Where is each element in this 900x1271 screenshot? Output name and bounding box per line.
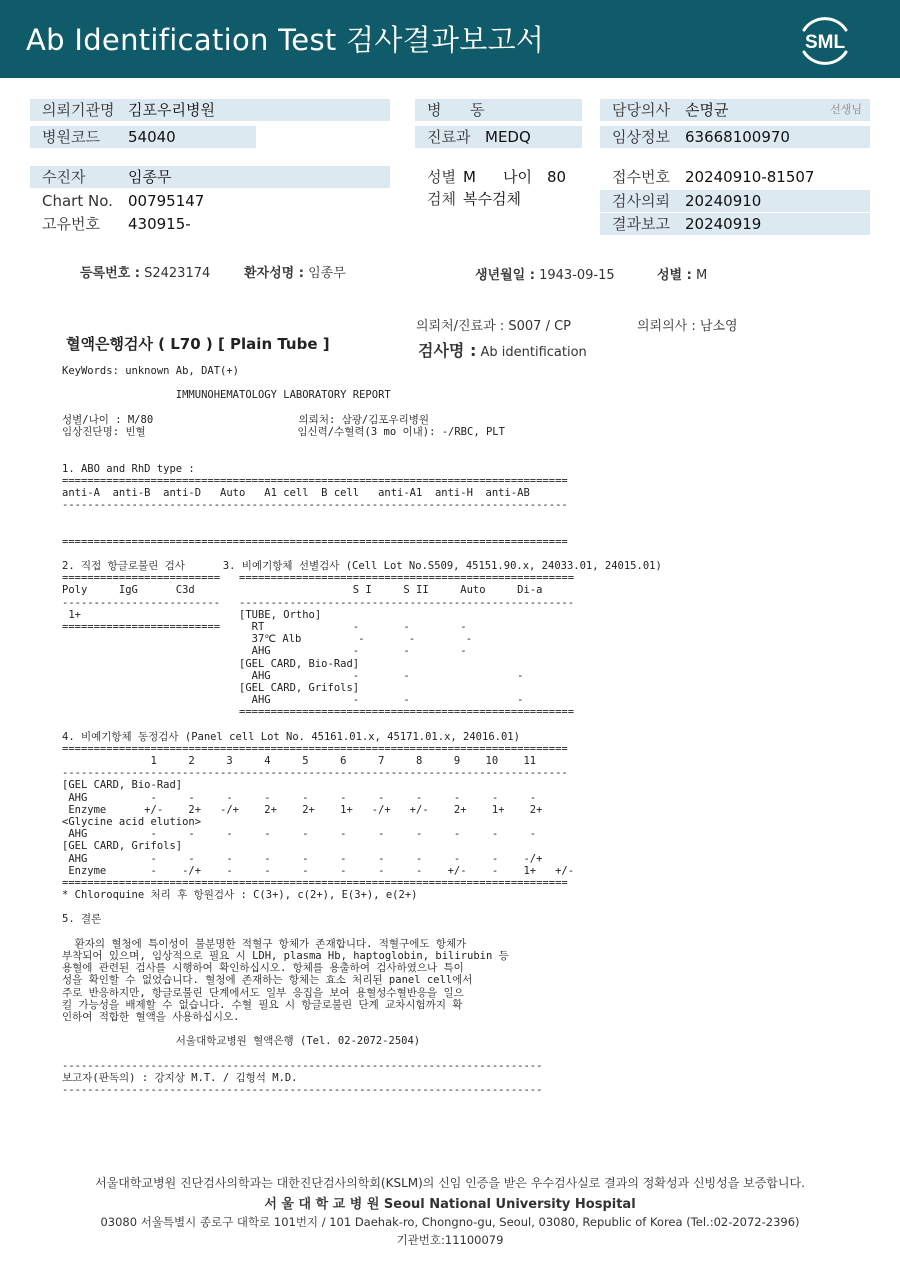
- chart-no-field: [30, 190, 390, 212]
- report-line: 킬 가능성을 배제할 수 없습니다. 수혈 필요 시 항글로불린 단계 교차시험까지 확: [62, 998, 463, 1011]
- report-line: ================================================================================: [62, 742, 568, 755]
- report-line: [62, 718, 662, 730]
- requesting-org-label: 의뢰기관명: [42, 101, 115, 119]
- report-line: AHG - - -: [62, 694, 524, 707]
- certification-text: 서울대학교병원 진단검사의학과는 대한진단검사의학회(KSLM)의 신임 인증을 받은 우수검사실로 결과의 정확성과 신빙성을 보증합니다.: [95, 1176, 805, 1190]
- referrer-label: 의뢰처/진료과 :: [416, 319, 505, 334]
- test-request-field: [600, 190, 870, 212]
- ref-doctor-value: 남소영: [699, 319, 738, 334]
- report-line: 주로 반응하지만, 항글로불린 단계에서도 일부 응집을 보여 용혈성수혈반응을 일으: [62, 986, 464, 999]
- report-line: [GEL CARD, Bio-Rad]: [62, 657, 360, 670]
- report-line: 성을 확인할 수 없었습니다. 혈청에 존재하는 항체는 효소 처리된 panel cell에서: [62, 974, 473, 987]
- specimen-label: 검체: [427, 190, 456, 208]
- doctor-value: 손명균: [685, 101, 729, 119]
- ref-doctor-label: 의뢰의사 :: [637, 319, 696, 334]
- sex-value: M: [463, 168, 476, 186]
- report-line: [GEL CARD, Bio-Rad]: [62, 779, 183, 792]
- org-number: 기관번호:11100079: [396, 1233, 504, 1247]
- report-line: <Glycine acid elution>: [62, 815, 202, 828]
- department-value: MEDQ: [485, 128, 531, 146]
- report-line: 인하여 적합한 혈액을 사용하십시오.: [62, 1010, 240, 1023]
- hospital-name-kr: 서 울 대 학 교 병 원: [264, 1197, 380, 1212]
- sex-info-label: 성별 :: [657, 268, 692, 283]
- hospital-code-value: 54040: [128, 128, 176, 146]
- report-line: [62, 1048, 662, 1060]
- test-request-value: 20240910: [685, 192, 762, 210]
- report-line: --------------------------------------------------------------------------------: [62, 499, 568, 512]
- result-report-field: [600, 213, 870, 235]
- report-line: KeyWords: unknown Ab, DAT(+): [62, 365, 240, 377]
- report-line: [62, 901, 662, 913]
- report-line: ------------------------- -----------------------------------------------------: [62, 596, 575, 609]
- receipt-no-value: 20240910-81507: [685, 168, 815, 186]
- hospital-name: [0, 1193, 900, 1212]
- report-line: 1+ [TUBE, Ortho]: [62, 608, 322, 621]
- dob-value: 1943-09-15: [539, 268, 615, 283]
- test-name-info: [418, 338, 587, 361]
- report-body: [62, 365, 662, 1096]
- report-line: 부착되어 있으며, 임상적으로 필요 시 LDH, plasma Hb, haptoglobin, bilirubin 등: [62, 950, 509, 962]
- report-title: Ab Identification Test 검사결과보고서: [26, 23, 545, 57]
- report-line: ========================= =====================================================: [62, 572, 575, 585]
- sex-label: 성별: [427, 168, 456, 186]
- report-line: IMMUNOHEMATOLOGY LABORATORY REPORT: [62, 389, 391, 402]
- report-line: 임상진단명: 빈혈 임신력/수혈력(3 mo 이내): -/RBC, PLT: [62, 425, 505, 438]
- report-line: AHG - - -: [62, 645, 467, 658]
- chart-no-value: 00795147: [128, 192, 205, 210]
- unique-no-label: 고유번호: [42, 215, 100, 233]
- report-line: anti-A anti-B anti-D Auto A1 cell B cell anti-A1 anti-H anti-AB: [62, 486, 530, 499]
- report-line: Poly IgG C3d S I S II Auto Di-a: [62, 584, 543, 597]
- report-line: [62, 511, 662, 523]
- reg-value: S2423174: [144, 266, 211, 281]
- report-line: Enzyme +/- 2+ -/+ 2+ 2+ 1+ -/+ +/- 2+ 1+ 2+: [62, 803, 543, 816]
- report-line: [62, 523, 662, 535]
- doctor-field: [600, 99, 870, 121]
- referrer-info: [416, 315, 571, 334]
- hospital-code-field: [30, 126, 256, 148]
- sml-logo: [794, 12, 856, 66]
- report-line: [62, 1023, 662, 1035]
- report-line: [62, 438, 662, 450]
- patient-field: [30, 166, 390, 188]
- report-line: =====================================================: [62, 706, 575, 719]
- report-line: 성별/나이 : M/80 의뢰처: 삼광/김포우리병원: [62, 413, 430, 426]
- clinical-info-field: [600, 126, 870, 148]
- hospital-code-label: 병원코드: [42, 128, 100, 146]
- requesting-org-field: [30, 99, 390, 121]
- report-line: AHG - - -: [62, 669, 524, 682]
- report-line: 서울대학교병원 혈액은행 (Tel. 02-2072-2504): [62, 1035, 421, 1048]
- dob-label: 생년월일 :: [475, 268, 535, 283]
- requesting-org-value: 김포우리병원: [128, 101, 215, 119]
- reg-label: 등록번호 :: [80, 266, 140, 281]
- hospital-address: 03080 서울특별시 종로구 대학로 101번지 / 101 Daehak-ro, Chongno-gu, Seoul, 03080, Republic of Korea (Tel.:02-2072-2396): [100, 1215, 800, 1229]
- report-line: ================================================================================: [62, 876, 568, 889]
- report-line: [GEL CARD, Grifols]: [62, 840, 183, 853]
- report-line: [62, 548, 662, 560]
- result-report-label: 결과보고: [612, 215, 670, 233]
- receipt-no-field: [600, 166, 870, 188]
- clinical-info-value: 63668100970: [685, 128, 790, 146]
- sex-info-value: M: [695, 268, 708, 283]
- specimen-value: 복수검체: [463, 190, 521, 208]
- report-line: 1 2 3 4 5 6 7 8 9 10 11: [62, 755, 537, 767]
- report-line: AHG - - - - - - - - - - -: [62, 791, 537, 804]
- ward-field: [415, 99, 582, 121]
- referrer-value: S007 / CP: [508, 319, 572, 334]
- hospital-name-en: Seoul National University Hospital: [383, 1197, 636, 1212]
- report-line: [62, 377, 662, 389]
- receipt-no-label: 접수번호: [612, 168, 670, 186]
- report-line: 1. ABO and RhD type :: [62, 462, 195, 475]
- report-line: ----------------------------------------------------------------------------: [62, 1059, 543, 1072]
- name-value: 임종무: [308, 266, 346, 281]
- test-request-label: 검사의뢰: [612, 192, 670, 210]
- name-label: 환자성명 :: [244, 266, 304, 281]
- dob-info: [475, 264, 615, 283]
- report-line: [62, 926, 662, 938]
- report-line: 용혈에 관련된 검사를 시행하여 확인하십시오. 항체를 용출하여 검사하였으나 특이: [62, 962, 464, 975]
- report-line: ----------------------------------------------------------------------------: [62, 1084, 543, 1097]
- patient-name-info: [244, 262, 346, 281]
- report-line: Enzyme - -/+ - - - - - - +/- - 1+ +/-: [62, 864, 575, 877]
- test-name-value: Ab identification: [480, 345, 587, 360]
- chart-no-label: Chart No.: [42, 192, 113, 210]
- report-line: ========================= RT - - -: [62, 620, 467, 633]
- report-line: 2. 직접 항글로불린 검사 3. 비예기항체 선별검사 (Cell Lot No.S509, 45151.90.x, 24033.01, 24015.01): [62, 560, 662, 572]
- report-line: [62, 450, 662, 462]
- department-field: [415, 126, 582, 148]
- report-line: ================================================================================: [62, 474, 568, 487]
- report-line: AHG - - - - - - - - - - -: [62, 828, 537, 841]
- ward-label: 병 동: [427, 101, 485, 119]
- age-label: 나이: [503, 168, 532, 186]
- registration-info: [80, 262, 210, 281]
- doctor-suffix: 선생님: [830, 103, 862, 116]
- sex-age-field: [415, 166, 582, 188]
- patient-value: 임종무: [128, 168, 172, 186]
- report-line: 보고자(판독의) : 강지상 M.T. / 김형석 M.D.: [62, 1071, 298, 1084]
- doctor-label: 담당의사: [612, 101, 670, 119]
- test-title: 혈액은행검사 ( L70 ) [ Plain Tube ]: [66, 335, 330, 353]
- report-line: AHG - - - - - - - - - - -/+: [62, 852, 543, 865]
- report-line: --------------------------------------------------------------------------------: [62, 767, 568, 780]
- department-label: 진료과: [427, 128, 471, 146]
- sex-info: [657, 264, 707, 283]
- report-line: 4. 비예기항체 동정검사 (Panel cell Lot No. 45161.01.x, 45171.01.x, 24016.01): [62, 730, 520, 743]
- ref-doctor-info: [637, 315, 738, 334]
- age-value: 80: [547, 168, 567, 186]
- report-line: 37℃ Alb - - -: [62, 633, 473, 646]
- report-line: [GEL CARD, Grifols]: [62, 681, 360, 694]
- report-line: 환자의 혈청에 특이성이 불분명한 적혈구 항체가 존재합니다. 적혈구에도 항체가: [62, 937, 467, 950]
- report-line: 5. 결론: [62, 913, 102, 926]
- report-line: [62, 402, 662, 414]
- unique-no-value: 430915-: [128, 215, 191, 233]
- report-line: * Chloroquine 처리 후 항원검사 : C(3+), c(2+), E(3+), e(2+): [62, 889, 418, 902]
- report-line: ================================================================================: [62, 535, 568, 548]
- specimen-field: [415, 188, 582, 210]
- result-report-value: 20240919: [685, 215, 762, 233]
- logo-text: SML: [804, 32, 846, 53]
- patient-label: 수진자: [42, 168, 86, 186]
- test-name-label: 검사명 :: [418, 341, 477, 360]
- clinical-info-label: 임상정보: [612, 128, 670, 146]
- unique-no-field: [30, 213, 390, 235]
